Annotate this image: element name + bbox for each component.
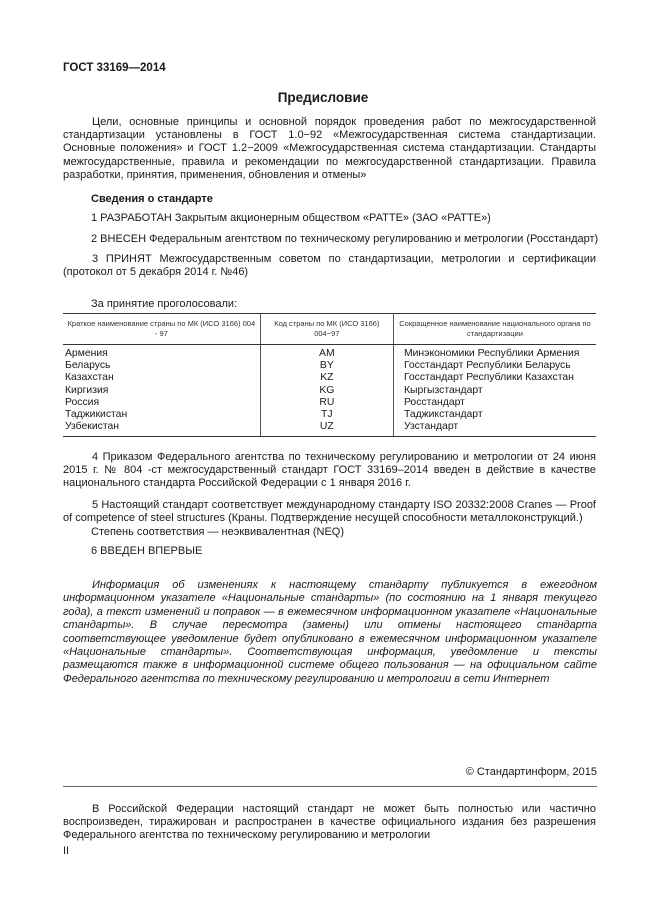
info-heading: Сведения о стандарте [91, 193, 213, 205]
table-cell-code: TJ [321, 409, 333, 421]
intro-paragraph [63, 116, 596, 182]
document-id-header: ГОСТ 33169—2014 [63, 62, 166, 74]
column-header-body: Сокращенное наименование национального органа по стандартизации [393, 314, 596, 345]
item-enacted-paragraph [63, 451, 596, 491]
page-title: Предисловие [277, 90, 369, 105]
table-cell-body: Госстандарт Республики Беларусь [403, 360, 571, 372]
page-number: II [63, 845, 70, 857]
copyright: © Стандартинформ, 2015 [465, 766, 597, 778]
table-cell-body: Минэкономики Республики Армения [403, 348, 580, 359]
item-enacted-text: 4 Приказом Федерального агентства по техническому регулированию и метрологии от 24 июня 2015 г. № 804 -ст межгосударственный стандарт ГОСТ 33169–2014 введен в действие в качестве национального стандарта Российской Федерации с 1 января 2016 г. [63, 451, 596, 490]
table-cell-country: Беларусь [65, 360, 111, 372]
table-cell-body: Узстандарт [403, 421, 459, 433]
item-first-introduced: 6 ВВЕДЕН ВПЕРВЫЕ [91, 545, 203, 557]
table-cell-country: Казахстан [65, 372, 114, 384]
table-cell-body: Кыргызстандарт [403, 384, 483, 396]
table-cell-country: Таджикистан [65, 409, 128, 421]
changes-notice-text: Информация об изменениях к настоящему стандарту публикуется в ежегодном информационном указателе «Национальные стандарты» (по состоянию на 1 января текущего года), а текст изменений и поправок — в ежемесячном информационном указателе «Национальные стандарты». В случае пересмотра (замены) или отмены настоящего стандарта соответствующее уведомление будет опубликовано в ежемесячном информационном указателе «Национальные стандарты». Соответствующая информация, уведомление и тексты размещаются также в информационной системе общего пользования — на официальном сайте Федерального агентства по техническому регулированию и метрологии в сети Интернет [63, 579, 597, 685]
rights-notice-text: В Российской Федерации настоящий стандарт не может быть полностью или частично воспроизведен, тиражирован и распространен в качестве официального издания без разрешения Федерального агентства по техническому регулированию и метрологии [63, 803, 596, 842]
table-cell-country: Киргизия [65, 384, 109, 396]
conformity-degree: Степень соответствия — неэквивалентная (NEQ) [91, 526, 345, 538]
divider [63, 786, 597, 787]
item-developed: 1 РАЗРАБОТАН Закрытым акционерным обществом «РАТТЕ» (ЗАО «РАТТЕ») [91, 212, 491, 224]
column-header-code: Код страны по МК (ИСО 3166) 004−97 [260, 314, 393, 345]
item-adopted-text: 3 ПРИНЯТ Межгосударственным советом по стандартизации, метрологии и сертификации (протокол от 5 декабря 2014 г. №46) [63, 253, 596, 279]
table-body-row [63, 345, 596, 437]
code-column [260, 345, 393, 437]
voted-label: За принятие проголосовали: [91, 298, 238, 310]
table-cell-code: AM [319, 348, 335, 359]
table-cell-code: KZ [320, 372, 334, 384]
table-cell-code: RU [319, 396, 335, 408]
voting-countries-table [63, 313, 596, 437]
table-cell-code: KG [319, 384, 335, 396]
table-cell-body: Госстандарт Республики Казахстан [403, 372, 574, 384]
item-conformity-paragraph [63, 499, 596, 525]
item-conformity-text: 5 Настоящий стандарт соответствует международному стандарту ISO 20332:2008 Cranes — Proof of competence of steel structures (Краны. Подтверждение несущей способности металлоконструкций.) [63, 499, 596, 525]
changes-notice [63, 579, 597, 686]
column-header-country: Краткое наименование страны по МК (ИСО 3166) 004 - 97 [63, 314, 260, 345]
body-column [393, 345, 596, 437]
table-cell-code: BY [319, 360, 334, 372]
table-cell-country: Армения [65, 348, 108, 359]
table-cell-code: UZ [319, 421, 334, 433]
intro-text: Цели, основные принципы и основной порядок проведения работ по межгосударственной стандартизации установлены в ГОСТ 1.0−92 «Межгосударственная система стандартизации. Основные положения» и ГОСТ 1.2−2009 «Межгосударственная система стандартизации. Стандарты межгосударственные, правила и рекомендации по межгосударственной стандартизации. Правила разработки, принятия, применения, обновления и отмены» [63, 116, 596, 181]
table-cell-body: Росстандарт [403, 396, 465, 408]
table-cell-country: Узбекистан [65, 421, 119, 433]
table-cell-country: Россия [65, 396, 100, 408]
item-adopted-paragraph [63, 253, 596, 279]
country-column [63, 345, 260, 437]
rights-notice [63, 803, 596, 843]
table-header-row [63, 314, 596, 345]
item-submitted: 2 ВНЕСЕН Федеральным агентством по техническому регулированию и метрологии (Росстандарт) [91, 233, 599, 245]
table-cell-body: Таджикстандарт [403, 409, 483, 421]
